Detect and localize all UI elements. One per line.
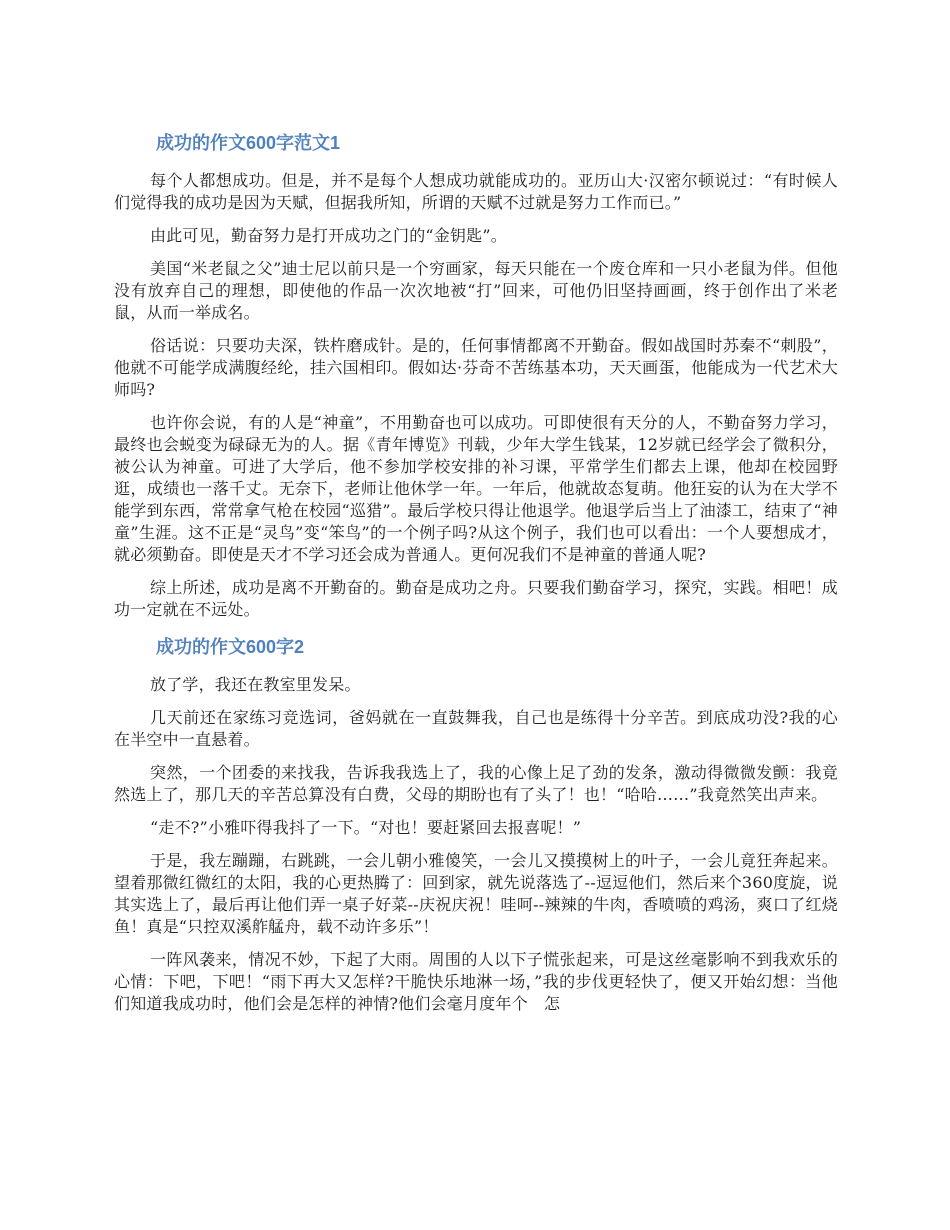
section-2-paragraph-1: 放了学，我还在教室里发呆。 bbox=[150, 675, 361, 694]
section-2-paragraph-6: 一阵风袭来，情况不妙，下起了大雨。周围的人以下子慌张起来，可是这丝毫影响不到我欢乐的心情：下吧，下吧！“雨下再大又怎样?干脆快乐地淋一场，”我的步伐更轻快了，便又开始幻想：当他们知道我成功时，他们会是怎样的神情?他们会毫月度年个 怎 bbox=[114, 950, 838, 1013]
section-2-paragraph-3: 突然，一个团委的来找我，告诉我我选上了，我的心像上足了劲的发条，激动得微微发颤：我竟然选上了，那几天的辛苦总算没有白费，父母的期盼也有了头了！也！“哈哈……”我竟然笑出声来。 bbox=[114, 763, 838, 804]
section-2-paragraph-4: “走不?”小雅吓得我抖了一下。“对也！要赶紧回去报喜呢！” bbox=[150, 818, 582, 837]
section-1-paragraph-5: 也许你会说，有的人是“神童”，不用勤奋也可以成功。可即使很有天分的人，不勤奋努力学习，最终也会蜕变为碌碌无为的人。据《青年博览》刊载，少年大学生钱某，12岁就已经学会了微积分，被公认为神童。可进了大学后，他不参加学校安排的补习课，平常学生们都去上课，他却在校园野逛，成绩也一落千丈。无奈下，老师让他休学一年。一年后，他就故态复萌。他狂妄的认为在大学不能学到东西，常常拿气枪在校园“巡猎”。最后学校只得让他退学。他退学后当上了油漆工，结束了“神童”生涯。这不正是“灵鸟”变“笨鸟”的一个例子吗?从这个例子，我们也可以看出：一个人要想成才，就必须勤奋。即使是天才不学习还会成为普通人。更何况我们不是神童的普通人呢? bbox=[114, 413, 838, 564]
section-1-title: 成功的作文600字范文1 bbox=[156, 133, 341, 153]
section-1-paragraph-1: 每个人都想成功。但是，并不是每个人想成功就能成功的。亚历山大·汉密尔顿说过：“有时候人们觉得我的成功是因为天赋，但据我所知，所谓的天赋不过就是努力工作而已。” bbox=[114, 171, 838, 212]
section-1-paragraph-3: 美国“米老鼠之父”迪士尼以前只是一个穷画家，每天只能在一个废仓库和一只小老鼠为伴。但他没有放弃自己的理想，即使他的作品一次次地被“打”回来，可他仍旧坚持画画，终于创作出了米老鼠，从而一举成名。 bbox=[114, 259, 838, 322]
section-2-paragraph-5: 于是，我左蹦蹦，右跳跳，一会儿朝小雅傻笑，一会儿又摸摸树上的叶子，一会儿竟狂奔起来。望着那微红微红的太阳，我的心更热腾了：回到家，就先说落选了--逗逗他们，然后来个360度旋，说其实选上了，最后再让他们弄一桌子好菜--庆祝庆祝！哇呵--辣辣的牛肉，香喷喷的鸡汤，爽口了红烧鱼！真是“只控双溪舴艋舟，载不动许多乐”！ bbox=[114, 851, 838, 936]
section-1-paragraph-2: 由此可见，勤奋努力是打开成功之门的“金钥匙”。 bbox=[150, 226, 507, 245]
section-1-paragraph-4: 俗话说：只要功夫深，铁杵磨成针。是的，任何事情都离不开勤奋。假如战国时苏秦不“刺股”，他就不可能学成满腹经纶，挂六国相印。假如达·芬奇不苦练基本功，天天画蛋，他能成为一代艺术大师吗? bbox=[114, 336, 838, 399]
section-2-title: 成功的作文600字2 bbox=[156, 637, 305, 657]
section-1-paragraph-6: 综上所述，成功是离不开勤奋的。勤奋是成功之舟。只要我们勤奋学习，探究，实践。相吧！成功一定就在不远处。 bbox=[114, 578, 838, 619]
section-2-paragraph-2: 几天前还在家练习竞选词，爸妈就在一直鼓舞我，自己也是练得十分辛苦。到底成功没?我的心在半空中一直悬着。 bbox=[114, 708, 838, 749]
